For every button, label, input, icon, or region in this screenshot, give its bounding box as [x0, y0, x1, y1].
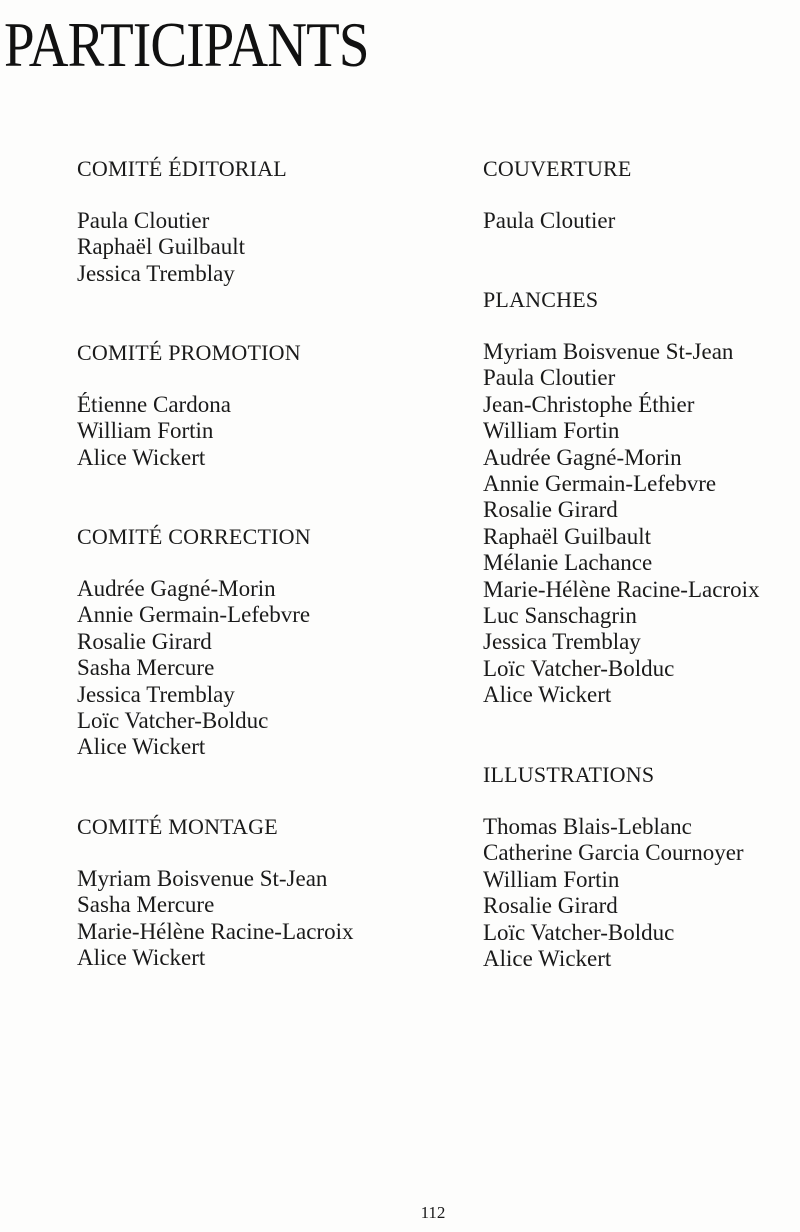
participant-name: Marie-Hélène Racine-Lacroix: [77, 918, 354, 944]
participant-name: Audrée Gagné-Morin: [77, 576, 276, 601]
page-number: 112: [420, 1203, 446, 1222]
participant-name: Loïc Vatcher-Bolduc: [77, 708, 269, 734]
participant-name: Paula Cloutier: [77, 208, 210, 233]
participant-name: Jean-Christophe Éthier: [483, 391, 695, 417]
name-list: [77, 208, 407, 287]
section-heading: ILLUSTRATIONS: [483, 762, 655, 787]
name-list: [77, 392, 407, 471]
name-list: [77, 866, 407, 972]
name-list: [483, 339, 800, 709]
participant-name: Luc Sanschagrin: [483, 603, 637, 629]
section-heading: COMITÉ ÉDITORIAL: [77, 156, 287, 181]
participant-name: William Fortin: [483, 418, 620, 444]
section-comite-promotion: [77, 340, 407, 471]
participant-name: Jessica Tremblay: [483, 629, 641, 655]
participant-name: Alice Wickert: [483, 682, 612, 708]
participant-name: Loïc Vatcher-Bolduc: [483, 655, 675, 681]
participant-name: Annie Germain-Lefebvre: [483, 471, 717, 497]
participant-name: Myriam Boisvenue St-Jean: [77, 866, 328, 891]
name-list: [77, 576, 407, 761]
participant-name: Mélanie Lachance: [483, 550, 653, 576]
participant-name: Paula Cloutier: [483, 365, 616, 391]
section-comite-correction: [77, 524, 407, 761]
participant-name: Jessica Tremblay: [77, 681, 235, 707]
participant-name: William Fortin: [483, 866, 620, 892]
section-heading: COMITÉ MONTAGE: [77, 814, 278, 839]
participant-name: Alice Wickert: [77, 945, 206, 971]
participant-name: Raphaël Guilbault: [77, 234, 245, 260]
page-title: PARTICIPANTS: [4, 9, 369, 80]
participant-name: Catherine Garcia Cournoyer: [483, 840, 744, 866]
participant-name: Étienne Cardona: [77, 392, 231, 417]
name-list: [483, 814, 800, 972]
participant-name: Annie Germain-Lefebvre: [77, 602, 311, 628]
participant-name: Audrée Gagné-Morin: [483, 444, 682, 470]
section-comite-montage: [77, 814, 407, 972]
participant-name: Myriam Boisvenue St-Jean: [483, 339, 734, 364]
participant-name: Rosalie Girard: [483, 497, 618, 523]
participant-name: Raphaël Guilbault: [483, 523, 651, 549]
participant-name: Thomas Blais-Leblanc: [483, 814, 692, 839]
section-heading: COMITÉ CORRECTION: [77, 524, 311, 549]
section-heading: COMITÉ PROMOTION: [77, 340, 301, 365]
section-couverture: [483, 156, 800, 234]
participant-name: William Fortin: [77, 418, 214, 444]
participant-name: Alice Wickert: [483, 946, 612, 972]
participant-name: Alice Wickert: [77, 734, 206, 760]
section-illustrations: [483, 762, 800, 972]
participant-name: Loïc Vatcher-Bolduc: [483, 919, 675, 945]
section-heading: COUVERTURE: [483, 156, 632, 181]
participant-name: Rosalie Girard: [483, 893, 618, 919]
participant-name: Sasha Mercure: [77, 892, 215, 918]
participant-name: Jessica Tremblay: [77, 260, 235, 286]
participant-name: Alice Wickert: [77, 444, 206, 470]
participant-name: Sasha Mercure: [77, 655, 215, 681]
section-heading: PLANCHES: [483, 287, 599, 312]
participant-name: Rosalie Girard: [77, 628, 212, 654]
section-planches: [483, 287, 800, 709]
participant-name: Paula Cloutier: [483, 208, 616, 233]
participant-name: Marie-Hélène Racine-Lacroix: [483, 576, 760, 602]
section-comite-editorial: [77, 156, 407, 287]
name-list: [483, 208, 800, 234]
